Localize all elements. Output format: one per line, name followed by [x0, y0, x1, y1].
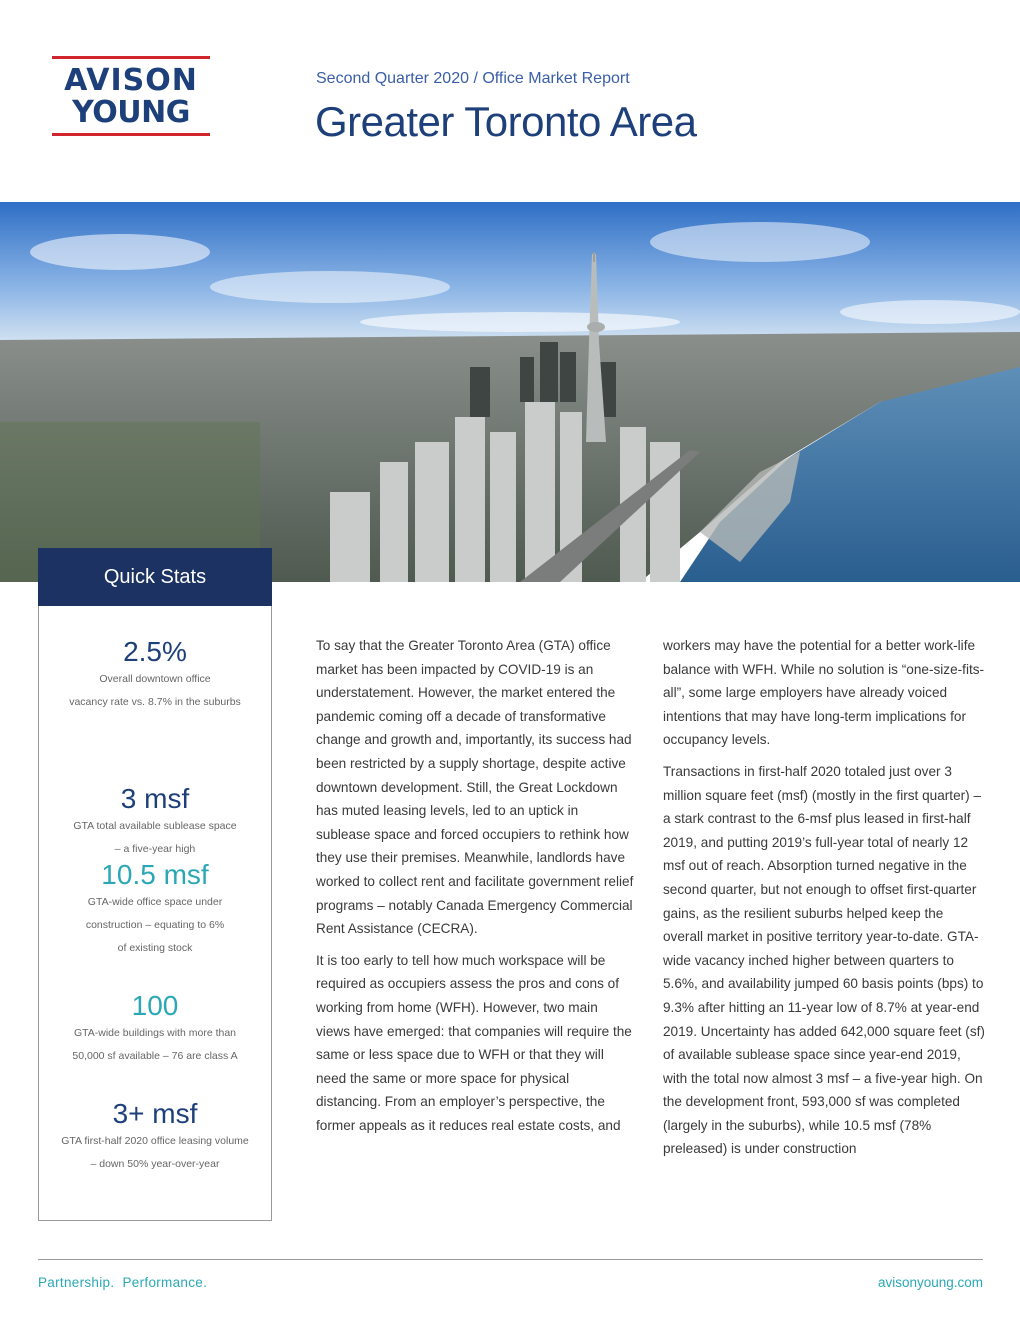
- stat-description-line: of existing stock: [117, 942, 193, 954]
- stat-description-line: vacancy rate vs. 8.7% in the suburbs: [69, 696, 241, 708]
- footer-website-link[interactable]: avisonyoung.com: [877, 1275, 983, 1290]
- logo-line-2: YOUNG: [72, 95, 190, 130]
- stat-description-line: construction – equating to 6%: [85, 919, 225, 931]
- stat-description-line: 50,000 sf available – 76 are class A: [72, 1050, 238, 1062]
- body-column-1: [316, 634, 634, 1137]
- stat-sublease-space: [39, 783, 271, 861]
- report-subtitle: Second Quarter 2020 / Office Market Report: [316, 70, 630, 87]
- stat-buildings-available: [39, 990, 271, 1068]
- footer-divider: [38, 1259, 983, 1260]
- report-title: Greater Toronto Area: [315, 98, 697, 145]
- stat-value: 10.5 msf: [101, 859, 209, 890]
- quick-stats-heading: Quick Stats: [38, 548, 272, 606]
- stat-value: 3 msf: [120, 783, 190, 814]
- stat-value: 100: [131, 990, 179, 1021]
- footer-tagline: Partnership. Performance.: [38, 1275, 208, 1290]
- stat-description-line: – down 50% year-over-year: [90, 1158, 220, 1170]
- toronto-skyline-photo: [0, 202, 1020, 582]
- stat-leasing-volume: [39, 1098, 271, 1176]
- body-column-2: [663, 634, 985, 1161]
- stat-value: 2.5%: [123, 636, 187, 667]
- stat-description-line: GTA-wide office space under: [87, 896, 223, 908]
- body-paragraph: It is too early to tell how much workspace will be required as occupiers assess the pros and cons of working from home (WFH). However, two main views have emerged: that companies will require the same or less space due to WFH or that they will need the same or more space for physical distancing. From an employer’s perspective, the former appeals as it reduces real estate costs, and: [316, 952, 632, 1133]
- logo-bottom-bar: [52, 133, 210, 136]
- stat-description-line: Overall downtown office: [99, 673, 211, 685]
- stat-description-line: GTA-wide buildings with more than: [73, 1027, 237, 1039]
- logo-line-1: AVISON: [64, 63, 198, 98]
- stat-under-construction: [39, 859, 271, 960]
- stat-description-line: GTA total available sublease space: [73, 820, 237, 832]
- logo-top-bar: [52, 56, 210, 59]
- stat-description-line: – a five-year high: [114, 843, 196, 855]
- body-paragraph: workers may have the potential for a better work-life balance with WFH. While no solution is “one-size-fits-all”, some large employers have already voiced intentions that may have long-term implications for occupancy levels.: [663, 638, 985, 748]
- avison-young-logo: [52, 56, 210, 136]
- body-paragraph: Transactions in first-half 2020 totaled just over 3 million square feet (msf) (mostly in the first quarter) – a stark contrast to the 6-msf plus leased in first-half 2019, and putting 2019’s full-year total of nearly 12 msf out of reach. Absorption turned negative in the second quarter, but not enough to offset first-quarter gains, as the resilient suburbs helped keep the overall market in positive territory year-to-date. GTA-wide vacancy inched higher between quarters to 5.6%, and availability jumped 60 basis points (bps) to 9.3% after hitting an 11-year low of 8.7% at year-end 2019. Uncertainty has added 642,000 square feet (sf) of available sublease space since year-end 2019, with the total now almost 3 msf – a five-year high. On the development front, 593,000 sf was completed (largely in the suburbs), while 10.5 msf (78% preleased) is under construction: [663, 763, 985, 1157]
- stat-description-line: GTA first-half 2020 office leasing volume: [61, 1135, 249, 1147]
- body-paragraph: To say that the Greater Toronto Area (GTA) office market has been impacted by COVID-19 is an understatement. However, the market entered the pandemic coming off a decade of transformative change and growth and, importantly, its success had been restricted by a supply shortage, despite active downtown development. Still, the Great Lockdown has muted leasing levels, led to an uptick in sublease space and forced occupiers to rethink how they use their premises. Meanwhile, landlords have worked to collect rent and facilitate government relief programs – notably Canada Emergency Commercial Rent Assistance (CECRA).: [316, 638, 634, 937]
- stat-downtown-vacancy: [39, 636, 271, 714]
- quick-stats-panel: [38, 606, 272, 1221]
- stat-value: 3+ msf: [112, 1098, 198, 1129]
